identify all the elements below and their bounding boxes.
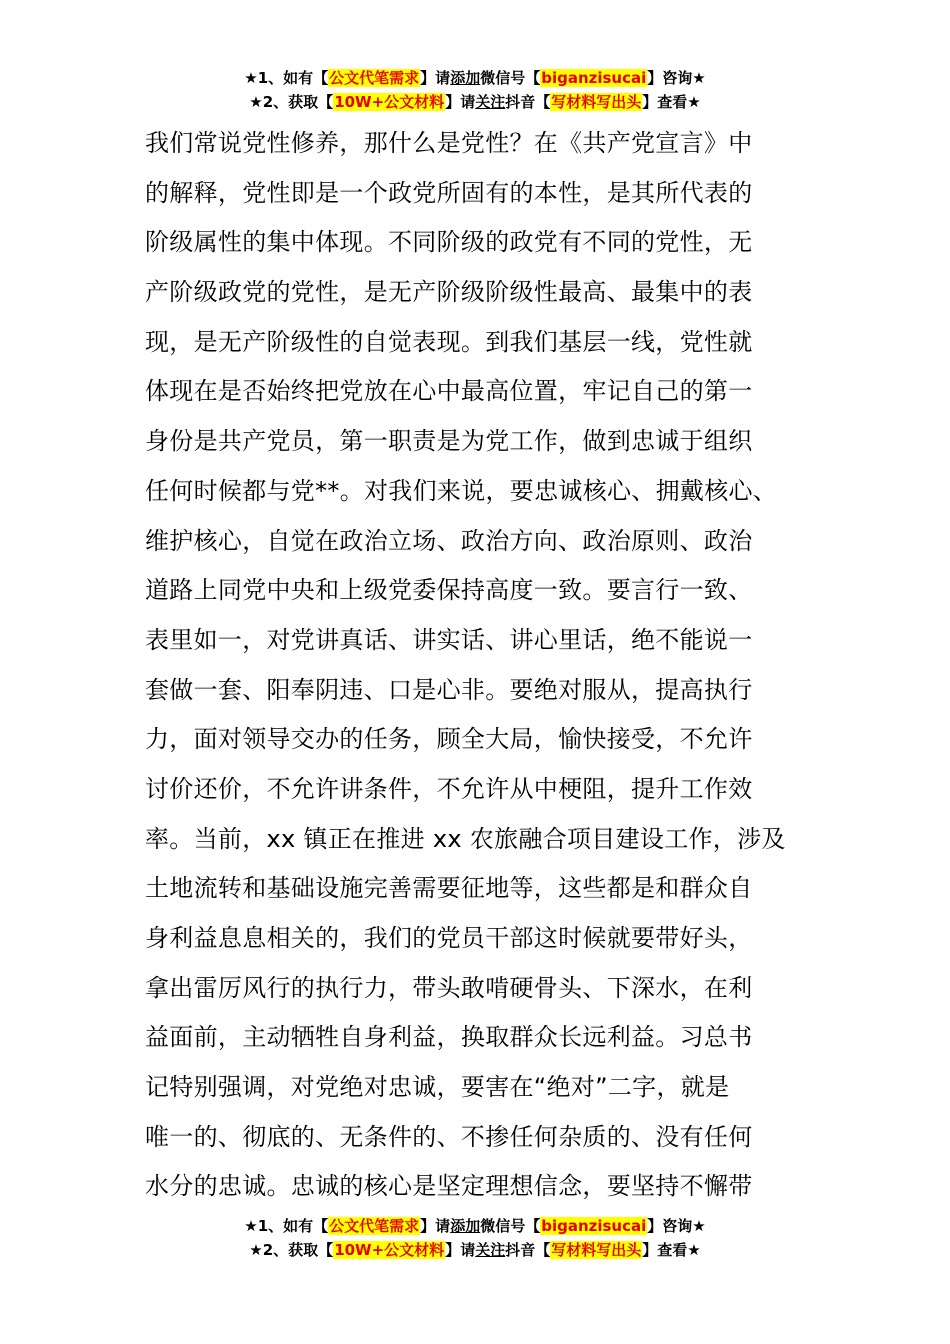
body-line: 率。当前，xx 镇正在推进 xx 农旅融合项目建设工作，涉及 [145, 824, 786, 853]
header-banner-line-2 [0, 90, 950, 114]
body-line: 益面前，主动牺牲自身利益，换取群众长远利益。习总书 [145, 1023, 753, 1052]
body-line: 水分的忠诚。忠诚的核心是坚定理想信念，要坚持不懈带 [145, 1172, 753, 1201]
underlined-action: 关注 [475, 93, 506, 111]
banner-text: 微信号【 [480, 69, 541, 87]
body-line: 拿出雷厉风行的执行力，带头敢啃硬骨头、下深水，在利 [145, 973, 753, 1002]
banner-text: 】请 [445, 1241, 476, 1259]
highlight-materials: 10W+公文材料 [334, 1241, 445, 1259]
banner-text: 】请 [420, 1217, 451, 1235]
body-line: 现，是无产阶级性的自觉表现。到我们基层一线，党性就 [145, 327, 753, 356]
body-line: 土地流转和基础设施完善需要征地等，这些都是和群众自 [145, 874, 753, 903]
header-banner [0, 66, 950, 114]
highlight-wechat-id: biganzisucai [541, 1217, 647, 1235]
body-line: 的解释，党性即是一个政党所固有的本性，是其所代表的 [145, 178, 753, 207]
highlight-service: 公文代笔需求 [329, 1217, 420, 1235]
banner-prefix: ★2、获取【 [249, 93, 334, 111]
banner-suffix: 】查看★ [642, 1241, 701, 1259]
banner-prefix: ★1、如有【 [244, 1217, 329, 1235]
body-line: 力，面对领导交办的任务，顾全大局，愉快接受，不允许 [145, 725, 753, 754]
banner-text: 】请 [420, 69, 451, 87]
banner-suffix: 】咨询★ [647, 69, 706, 87]
footer-banner-line-2 [0, 1238, 950, 1262]
header-banner-line-1 [0, 66, 950, 90]
highlight-douyin-account: 写材料写出头 [551, 93, 642, 111]
body-line: 唯一的、彻底的、无条件的、不掺任何杂质的、没有任何 [145, 1122, 753, 1151]
body-line: 身利益息息相关的，我们的党员干部这时候就要带好头， [145, 924, 753, 952]
footer-banner [0, 1214, 950, 1262]
banner-text: 抖音【 [505, 93, 551, 111]
banner-text: 抖音【 [505, 1241, 551, 1259]
body-line: 我们常说党性修养，那什么是党性？在《共产党宣言》中 [145, 129, 753, 157]
highlight-wechat-id: biganzisucai [541, 69, 647, 87]
body-line: 产阶级政党的党性，是无产阶级阶级性最高、最集中的表 [145, 278, 753, 307]
body-line: 维护核心，自觉在政治立场、政治方向、政治原则、政治 [145, 526, 753, 555]
highlight-materials: 10W+公文材料 [334, 93, 445, 111]
banner-text: 】请 [445, 93, 476, 111]
footer-banner-line-1 [0, 1214, 950, 1238]
banner-suffix: 】查看★ [642, 93, 701, 111]
body-line: 表里如一，对党讲真话、讲实话、讲心里话，绝不能说一 [145, 625, 753, 654]
body-line: 道路上同党中央和上级党委保持高度一致。要言行一致、 [145, 576, 753, 605]
underlined-action: 关注 [475, 1241, 506, 1259]
body-line: 身份是共产党员，第一职责是为党工作，做到忠诚于组织 [145, 427, 753, 456]
banner-prefix: ★1、如有【 [244, 69, 329, 87]
underlined-action: 添加 [450, 1217, 481, 1235]
body-line: 任何时候都与党**。对我们来说，要忠诚核心、拥戴核心、 [145, 476, 778, 505]
body-line: 套做一套、阳奉阴违、口是心非。要绝对服从，提高执行 [145, 675, 753, 704]
banner-suffix: 】咨询★ [647, 1217, 706, 1235]
underlined-action: 添加 [450, 69, 481, 87]
highlight-service: 公文代笔需求 [329, 69, 420, 87]
body-line: 体现在是否始终把党放在心中最高位置，牢记自己的第一 [145, 377, 753, 406]
body-line: 记特别强调，对党绝对忠诚，要害在“绝对”二字，就是 [145, 1073, 730, 1102]
body-line: 讨价还价，不允许讲条件，不允许从中梗阻，提升工作效 [145, 774, 753, 803]
banner-text: 微信号【 [480, 1217, 541, 1235]
highlight-douyin-account: 写材料写出头 [551, 1241, 642, 1259]
banner-prefix: ★2、获取【 [249, 1241, 334, 1259]
document-body [145, 119, 825, 1212]
body-line: 阶级属性的集中体现。不同阶级的政党有不同的党性，无 [145, 228, 753, 257]
